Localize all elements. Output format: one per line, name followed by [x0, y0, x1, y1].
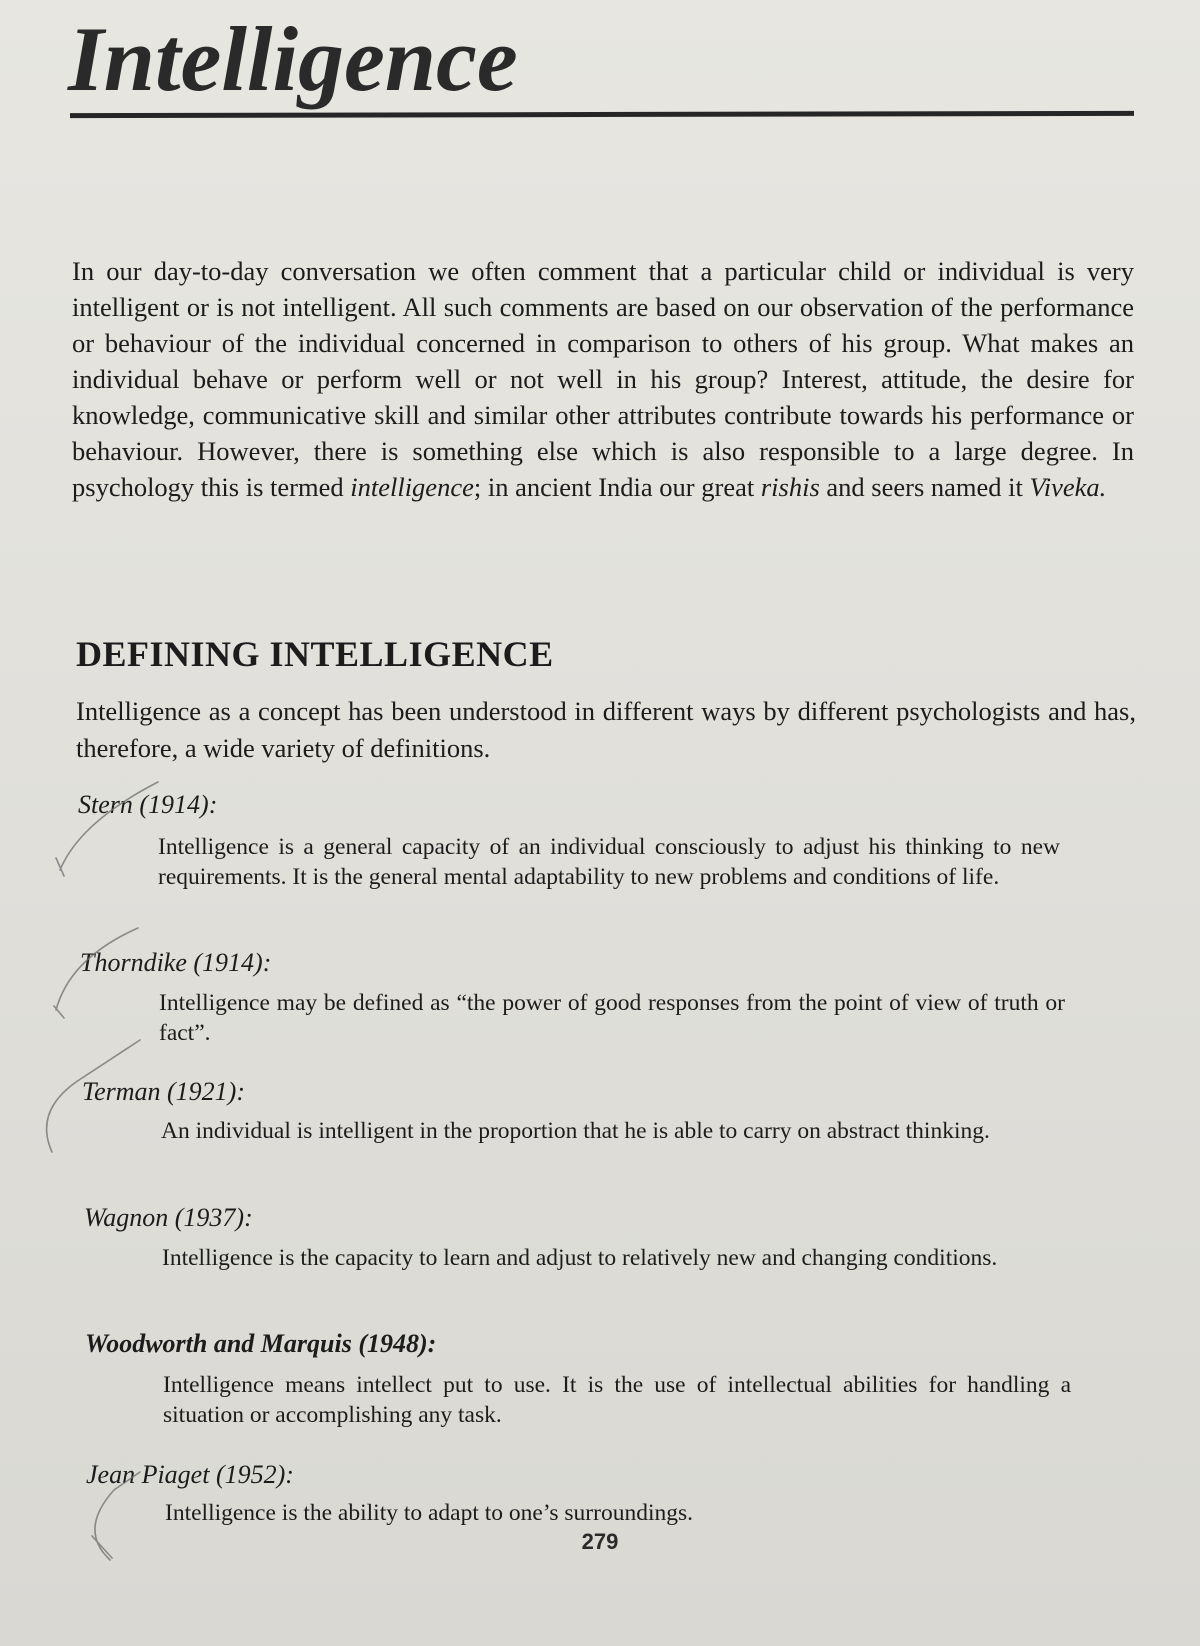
definition-text-thorndike: Intelligence may be defined as “the power of good responses from the point of view of truth or fact”.	[159, 990, 1065, 1046]
intro-text-middle: ; in ancient India our great	[473, 472, 761, 502]
definition-author-stern: Stern (1914):	[78, 790, 218, 819]
intro-term-intelligence: intelligence	[350, 472, 474, 502]
definition-text-stern: Intelligence is a general capacity of an individual consciously to adjust his thinking to new requirements. It is the general mental adaptability to new problems and conditions of life.	[158, 834, 1060, 890]
definition-author-wagnon: Wagnon (1937):	[84, 1203, 253, 1232]
definition-text-wagnon: Intelligence is the capacity to learn and adjust to relatively new and changing conditions.	[162, 1245, 998, 1271]
definition-author-woodworth-marquis: Woodworth and Marquis (1948):	[85, 1329, 437, 1358]
margin-tick-mark	[54, 1006, 64, 1018]
title-underline-rule	[70, 111, 1134, 118]
definition-text-woodworth-marquis: Intelligence means intellect put to use. It is the use of intellectual abilities for handling a situation or accomplishing any task.	[163, 1372, 1071, 1428]
page-number: 279	[581, 1529, 619, 1554]
definition-text-piaget: Intelligence is the ability to adapt to one’s surroundings.	[165, 1500, 693, 1526]
section-intro-paragraph: Intelligence as a concept has been understood in different ways by different psychologists and has, therefore, a wide variety of definitions.	[76, 696, 1136, 763]
intro-text-start: In our day-to-day conversation we often comment that a particular child or individual is very intelligent or is not intelligent. All such comments are based on our observation of the performance or behaviour of the individual concerned in comparison to others of his group. What makes an individual behave or perform well or not well in his group? Interest, attitude, the desire for knowledge, communicative skill and similar other attributes contribute towards his performance or behaviour. However, there is something else which is also responsible to a large degree. In psychology this is termed	[72, 256, 1134, 502]
intro-term-viveka: Viveka.	[1029, 472, 1107, 502]
definition-author-piaget: Jean Piaget (1952):	[86, 1460, 294, 1489]
definition-text-terman: An individual is intelligent in the proportion that he is able to carry on abstract thinking.	[161, 1118, 990, 1144]
intro-paragraph	[72, 253, 1134, 505]
margin-tick-mark	[56, 858, 64, 876]
intro-term-rishis: rishis	[760, 472, 820, 502]
section-heading: DEFINING INTELLIGENCE	[76, 634, 554, 674]
definition-author-thorndike: Thorndike (1914):	[80, 948, 272, 977]
intro-text-seers: and seers named it	[819, 472, 1030, 502]
definition-author-terman: Terman (1921):	[82, 1077, 245, 1106]
chapter-title: Intelligence	[68, 8, 518, 110]
